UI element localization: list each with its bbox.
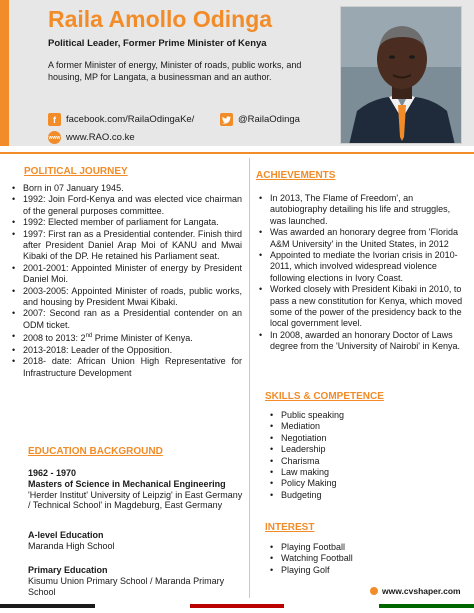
header xyxy=(0,0,474,146)
achievements-heading: ACHIEVEMENTS xyxy=(256,170,336,181)
globe-icon xyxy=(370,587,378,595)
header-separator xyxy=(0,152,474,154)
list-item: • 2007: Second ran as a Presidential contender on an ODM ticket. xyxy=(10,308,242,331)
interest-list xyxy=(268,542,458,576)
list-item: • Charisma xyxy=(268,456,458,467)
education-years: 1962 - 1970 xyxy=(28,468,77,478)
education-entry-masters xyxy=(28,468,243,511)
footer-flag-bar xyxy=(0,604,474,608)
political-journey-heading: POLITICAL JOURNEY xyxy=(24,166,128,177)
education-school: Maranda High School xyxy=(28,540,115,551)
list-item: • Playing Football xyxy=(268,542,458,553)
list-item: • 1992: Join Ford-Kenya and was elected vice chairman of the general purposes committee. xyxy=(10,194,242,217)
twitter-handle[interactable]: @RailaOdinga xyxy=(238,114,300,125)
education-school: Kisumu Union Primary School / Maranda Primary School xyxy=(28,575,225,597)
skills-heading: SKILLS & COMPETENCE xyxy=(265,391,384,402)
list-item: • 2003-2005: Appointed Minister of roads, public works, and housing by President Mwai Kibaki. xyxy=(10,286,242,309)
list-item: • Appointed to mediate the Ivorian crisis in 2010-2011, which involved widespread violence following elections in Ivory Coast. xyxy=(257,250,467,284)
list-item: • Born in 07 January 1945. xyxy=(10,183,242,194)
list-item: • 2008 to 2013: 2nd Prime Minister of Kenya. xyxy=(10,331,242,344)
facebook-contact[interactable] xyxy=(48,113,194,126)
list-item: • Law making xyxy=(268,467,458,478)
twitter-contact[interactable] xyxy=(220,113,300,126)
profile-photo xyxy=(340,6,462,144)
political-journey-list xyxy=(10,183,242,379)
list-item: • Was awarded an honorary degree from 'Florida A&M University' in the United States, in 2012 xyxy=(257,227,467,250)
list-item: • In 2013, The Flame of Freedom', an autobiography detailing his life and struggles, was launched. xyxy=(257,193,467,227)
list-item: • 1997: First ran as a Presidential contender. Finish third after President Daniel Arap Moi of KANU and Mwai Kibaki of the DP. He retained his Parliament seat. xyxy=(10,229,242,263)
list-item: • Leadership xyxy=(268,444,458,455)
globe-icon: www xyxy=(48,131,61,144)
skills-list xyxy=(268,410,458,501)
flag-stripe xyxy=(0,604,95,608)
accent-bar xyxy=(0,0,9,146)
list-item: • Policy Making xyxy=(268,478,458,489)
facebook-icon: f xyxy=(48,113,61,126)
website-contact[interactable] xyxy=(48,131,135,144)
list-item: • 1992: Elected member of parliament for Langata. xyxy=(10,217,242,228)
education-school: 'Herder Institut' University of Leipzig' in East Germany / Technical School' in Magdeburg, East Germany xyxy=(28,489,243,511)
education-entry-alevel xyxy=(28,530,243,552)
achievements-list xyxy=(257,193,467,353)
list-item: • Watching Football xyxy=(268,553,458,564)
list-item: • 2001-2001: Appointed Minister of energy by President Daniel Moi. xyxy=(10,263,242,286)
education-degree: Primary Education xyxy=(28,565,108,575)
list-item: • 2013-2018: Leader of the Opposition. xyxy=(10,345,242,356)
education-heading: EDUCATION BACKGROUND xyxy=(28,446,163,457)
person-name: Raila Amollo Odinga xyxy=(48,6,273,32)
website-link[interactable]: www.RAO.co.ke xyxy=(66,132,135,143)
list-item: • Playing Golf xyxy=(268,565,458,576)
list-item: • Mediation xyxy=(268,421,458,432)
footer-link[interactable] xyxy=(370,586,461,596)
flag-stripe xyxy=(95,604,190,608)
twitter-icon xyxy=(220,113,233,126)
list-item: • In 2008, awarded an honorary Doctor of Laws degree from the 'University of Nairobi' in Kenya. xyxy=(257,330,467,353)
footer-link-text[interactable]: www.cvshaper.com xyxy=(382,586,461,596)
list-item: • 2018- date: African Union High Representative for Infrastructure Development xyxy=(10,356,242,379)
flag-stripe xyxy=(379,604,474,608)
education-degree: Masters of Science in Mechanical Engineering xyxy=(28,478,226,489)
flag-stripe xyxy=(190,604,285,608)
list-item: • Budgeting xyxy=(268,490,458,501)
column-divider xyxy=(249,158,250,598)
list-item: • Worked closely with President Kibaki in 2010, to pass a new constitution for Kenya, which moved some of the power of the presidency back to the local government level. xyxy=(257,284,467,330)
intro-text: A former Minister of energy, Minister of roads, public works, and housing, MP for Langata, a businessman and an author. xyxy=(48,60,302,82)
education-degree: A-level Education xyxy=(28,530,104,540)
education-entry-primary xyxy=(28,565,248,597)
list-item: • Negotiation xyxy=(268,433,458,444)
facebook-link[interactable]: facebook.com/RailaOdingaKe/ xyxy=(66,114,195,125)
person-subtitle: Political Leader, Former Prime Minister of Kenya xyxy=(48,38,267,49)
interest-heading: INTEREST xyxy=(265,522,315,533)
flag-stripe xyxy=(284,604,379,608)
list-item: • Public speaking xyxy=(268,410,458,421)
